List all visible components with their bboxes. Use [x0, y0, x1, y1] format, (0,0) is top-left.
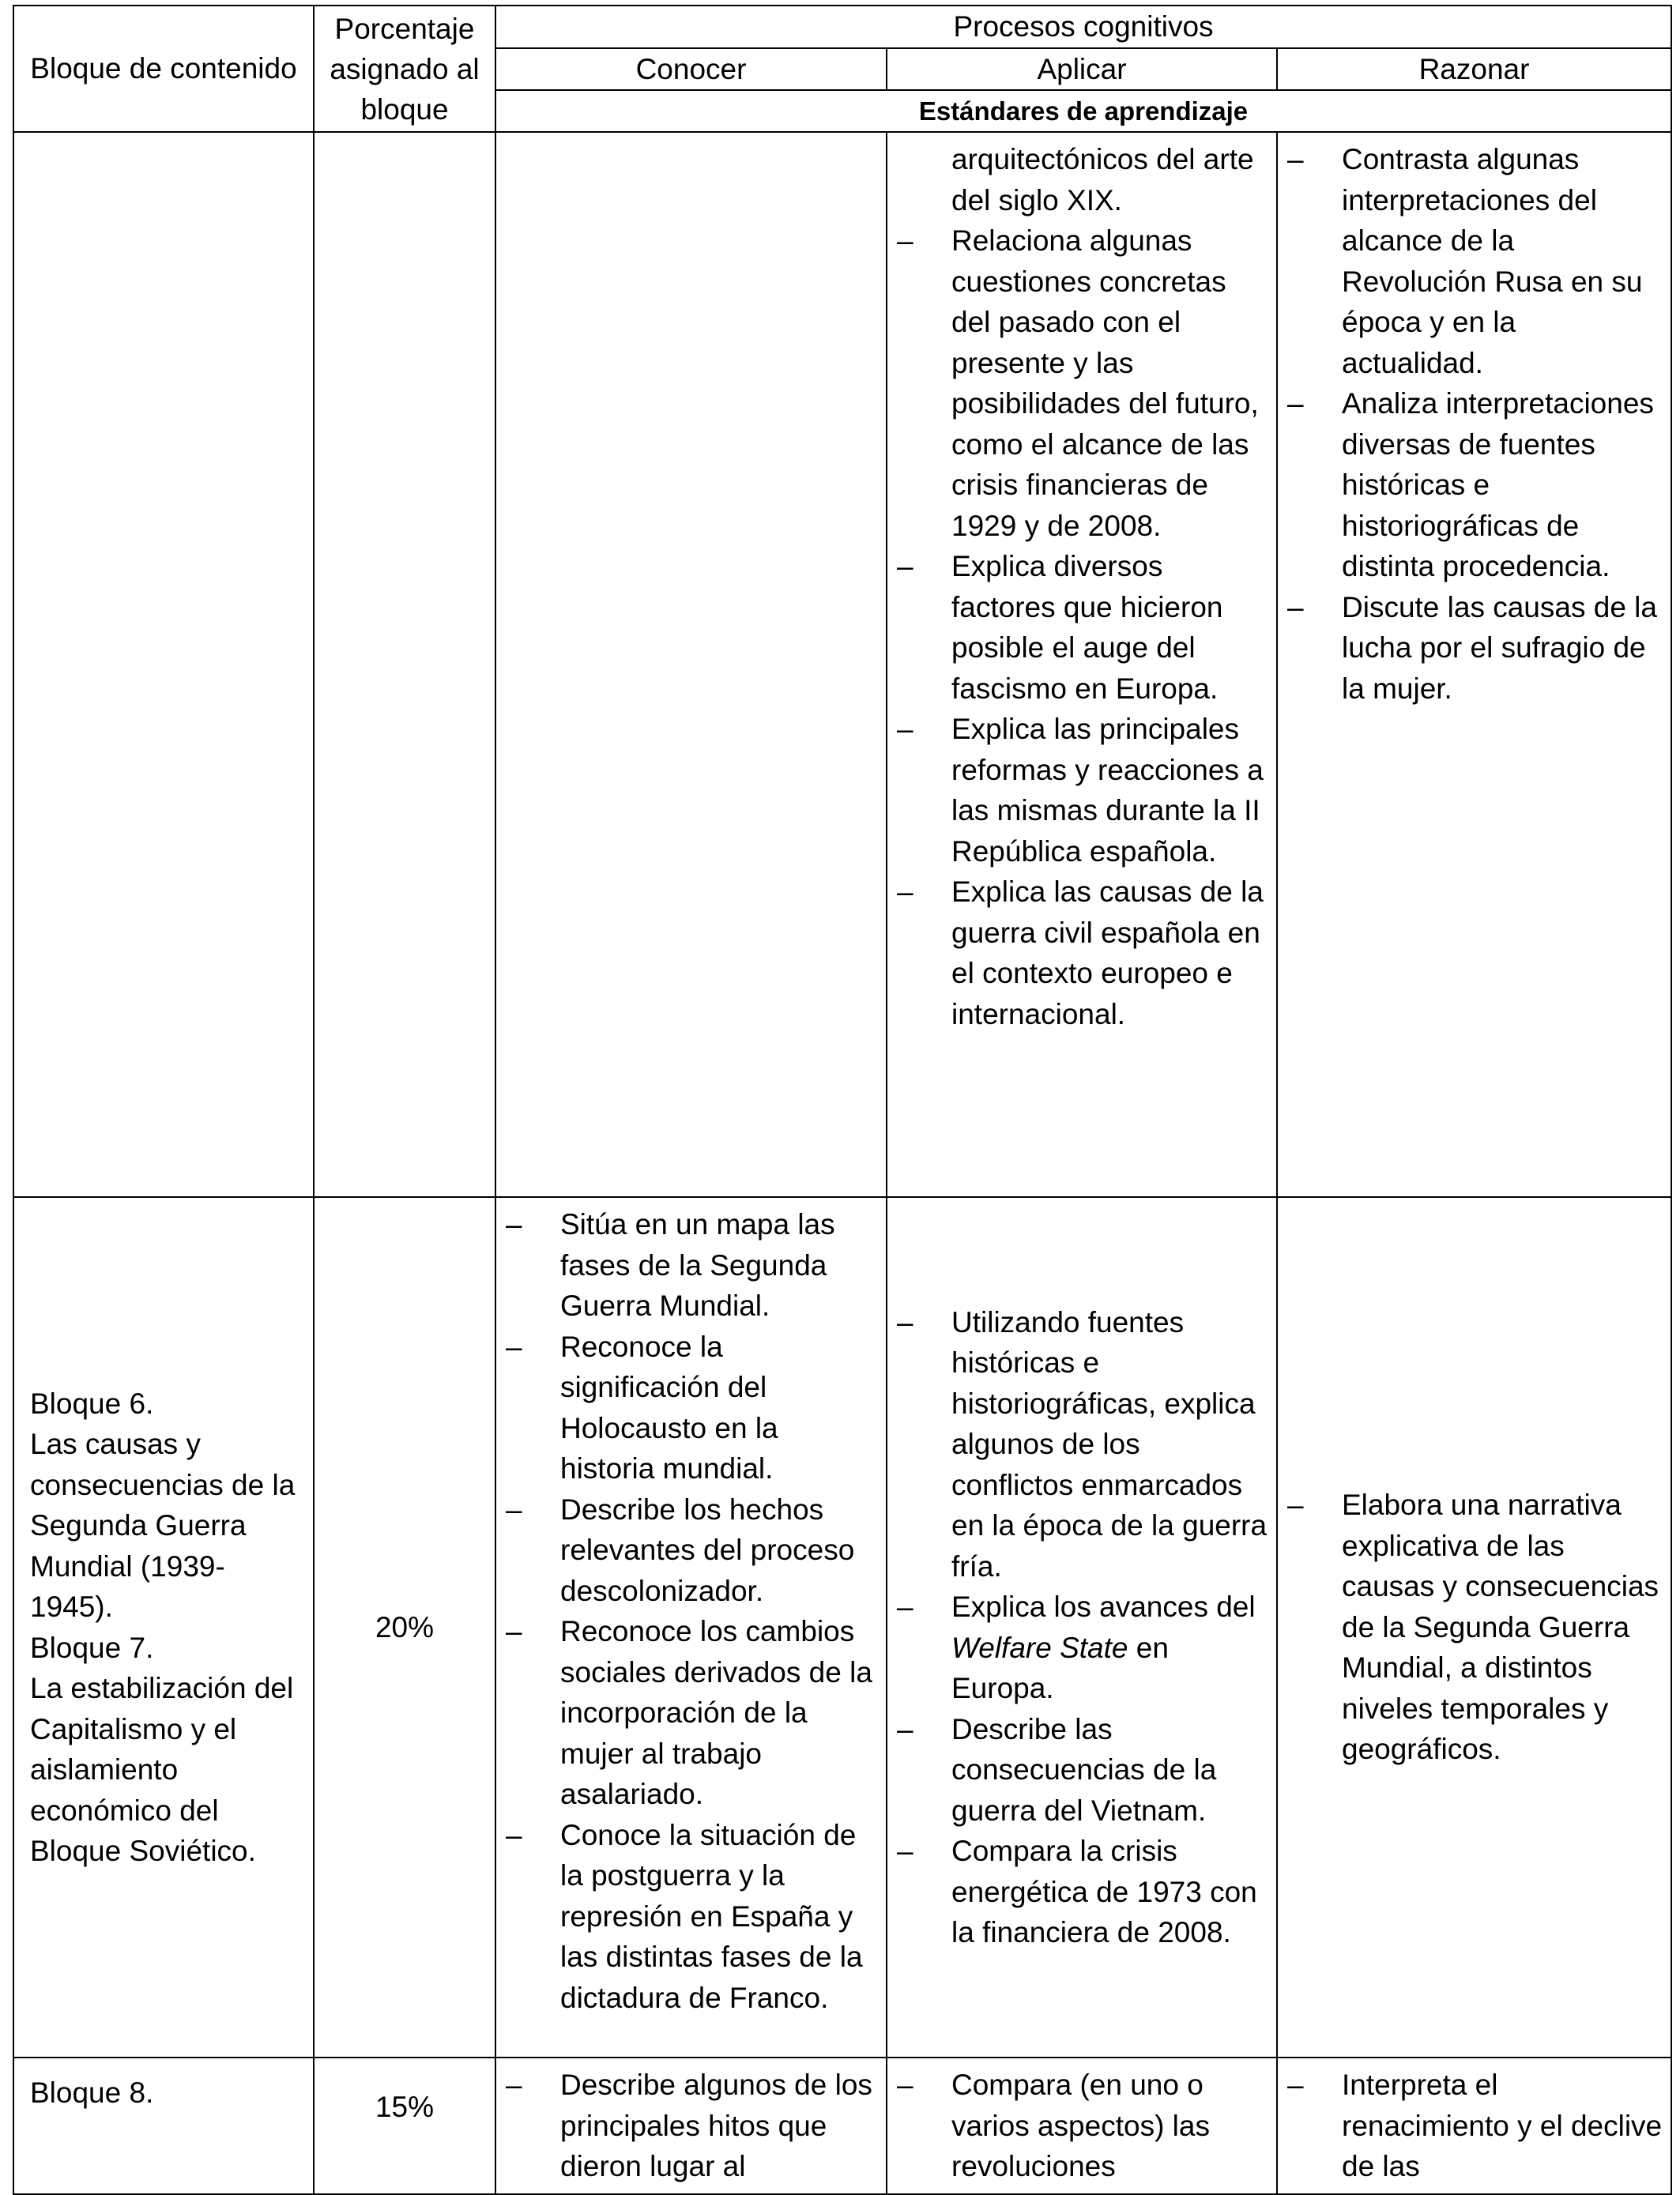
list-item: – Interpreta el renacimiento y el declive de las — [1286, 2065, 1663, 2187]
standards-table — [13, 5, 1672, 2195]
list-item: – Utilizando fuentes históricas e historiográficas, explica algunos de los conflictos enmarcados en la época de la guerra fría. — [895, 1302, 1268, 1587]
percent-value: 20% — [375, 1610, 435, 1643]
razonar-cell — [1277, 2058, 1671, 2194]
aplicar-list — [895, 2065, 1268, 2187]
conocer-cell — [495, 132, 887, 1197]
percent-cell — [314, 132, 495, 1197]
aplicar-list — [895, 220, 1268, 1034]
header-percent-column — [314, 6, 495, 132]
block-title: Bloque 7. — [30, 1631, 154, 1664]
list-item: – Elabora una narrativa explicativa de las causas y consecuencias de la Segunda Guerra Mundial, a distintos niveles temporales y geográficos. — [1286, 1485, 1663, 1770]
block-cell — [13, 132, 314, 1197]
block-title: Bloque 6. — [30, 1387, 154, 1420]
list-item: – Describe los hechos relevantes del proceso descolonizador. — [504, 1489, 878, 1612]
list-item: – Compara (en uno o varios aspectos) las revoluciones — [895, 2065, 1268, 2187]
conocer-cell — [495, 1197, 887, 2058]
conocer-list — [504, 2065, 878, 2187]
continued-text: arquitectónicos del arte del siglo XIX. — [951, 143, 1254, 216]
cognitive-processes-label: Procesos cognitivos — [953, 10, 1214, 43]
table-row — [13, 1197, 1671, 2058]
list-item: – Discute las causas de la lucha por el sufragio de la mujer. — [1286, 587, 1663, 710]
razonar-list — [1286, 1485, 1663, 1770]
header-percent-label: Porcentaje asignado al bloque — [330, 12, 480, 126]
block-cell — [13, 2058, 314, 2194]
percent-cell — [314, 1197, 495, 2058]
header-conocer — [495, 48, 887, 91]
percent-cell — [314, 2058, 495, 2194]
aplicar-cell — [887, 132, 1277, 1197]
welfare-text-before: Explica los avances del — [951, 1591, 1256, 1623]
conocer-cell — [495, 2058, 887, 2194]
list-item: – Sitúa en un mapa las fases de la Segunda Guerra Mundial. — [504, 1204, 878, 1327]
list-item: – Conoce la situación de la postguerra y la represión en España y las distintas fases de la dictadura de Franco. — [504, 1815, 878, 2019]
header-aplicar — [887, 48, 1277, 91]
list-item-welfare — [895, 1587, 1268, 1709]
header-cognitive-processes — [495, 6, 1671, 48]
aplicar-label: Aplicar — [1037, 52, 1127, 85]
conocer-label: Conocer — [635, 52, 747, 85]
standards-label: Estándares de aprendizaje — [918, 96, 1249, 126]
percent-value: 15% — [375, 2091, 435, 2123]
list-item: – Describe algunos de los principales hitos que dieron lugar al — [504, 2065, 878, 2187]
conocer-list — [504, 1204, 878, 2018]
header-standards — [495, 90, 1671, 132]
block-cell — [13, 1197, 314, 2058]
list-item: – Explica diversos factores que hicieron posible el auge del fascismo en Europa. — [895, 546, 1268, 709]
aplicar-cell — [887, 2058, 1277, 2194]
table-row — [13, 2058, 1671, 2194]
aplicar-cell — [887, 1197, 1277, 2058]
list-item: – Compara la crisis energética de 1973 con la financiera de 2008. — [895, 1831, 1268, 1953]
table-row — [13, 132, 1671, 1197]
header-block-column — [13, 6, 314, 132]
block-description: Las causas y consecuencias de la Segunda Guerra Mundial (1939-1945). — [30, 1428, 296, 1623]
razonar-label: Razonar — [1418, 52, 1530, 85]
list-item: – Explica las principales reformas y reacciones a las mismas durante la II República española. — [895, 709, 1268, 872]
razonar-list — [1286, 2065, 1663, 2187]
razonar-cell — [1277, 1197, 1671, 2058]
header-block-label: Bloque de contenido — [30, 52, 297, 85]
list-item: – Explica las causas de la guerra civil española en el contexto europeo e internacional. — [895, 872, 1268, 1034]
list-item: – Describe las consecuencias de la guerra del Vietnam. — [895, 1709, 1268, 1832]
welfare-text-after: en Europa. — [951, 1631, 1169, 1704]
aplicar-list — [895, 1302, 1268, 1953]
block-title: Bloque 8. — [30, 2076, 154, 2109]
list-item: – Contrasta algunas interpretaciones del alcance de la Revolución Rusa en su época y en la actualidad. — [1286, 139, 1663, 383]
razonar-list — [1286, 139, 1663, 709]
razonar-cell — [1277, 132, 1671, 1197]
list-item: – Analiza interpretaciones diversas de fuentes históricas e historiográficas de distinta procedencia. — [1286, 383, 1663, 587]
list-item: – Reconoce los cambios sociales derivados de la incorporación de la mujer al trabajo asalariado. — [504, 1611, 878, 1815]
list-item: – Reconoce la significación del Holocausto en la historia mundial. — [504, 1327, 878, 1489]
welfare-state-term: Welfare State — [951, 1631, 1128, 1664]
block-description: La estabilización del Capitalismo y el aislamiento económico del Bloque Soviético. — [30, 1672, 294, 1867]
header-razonar — [1277, 48, 1671, 91]
list-item: – Relaciona algunas cuestiones concretas del pasado con el presente y las posibilidades del futuro, como el alcance de las crisis financieras de 1929 y de 2008. — [895, 220, 1268, 546]
